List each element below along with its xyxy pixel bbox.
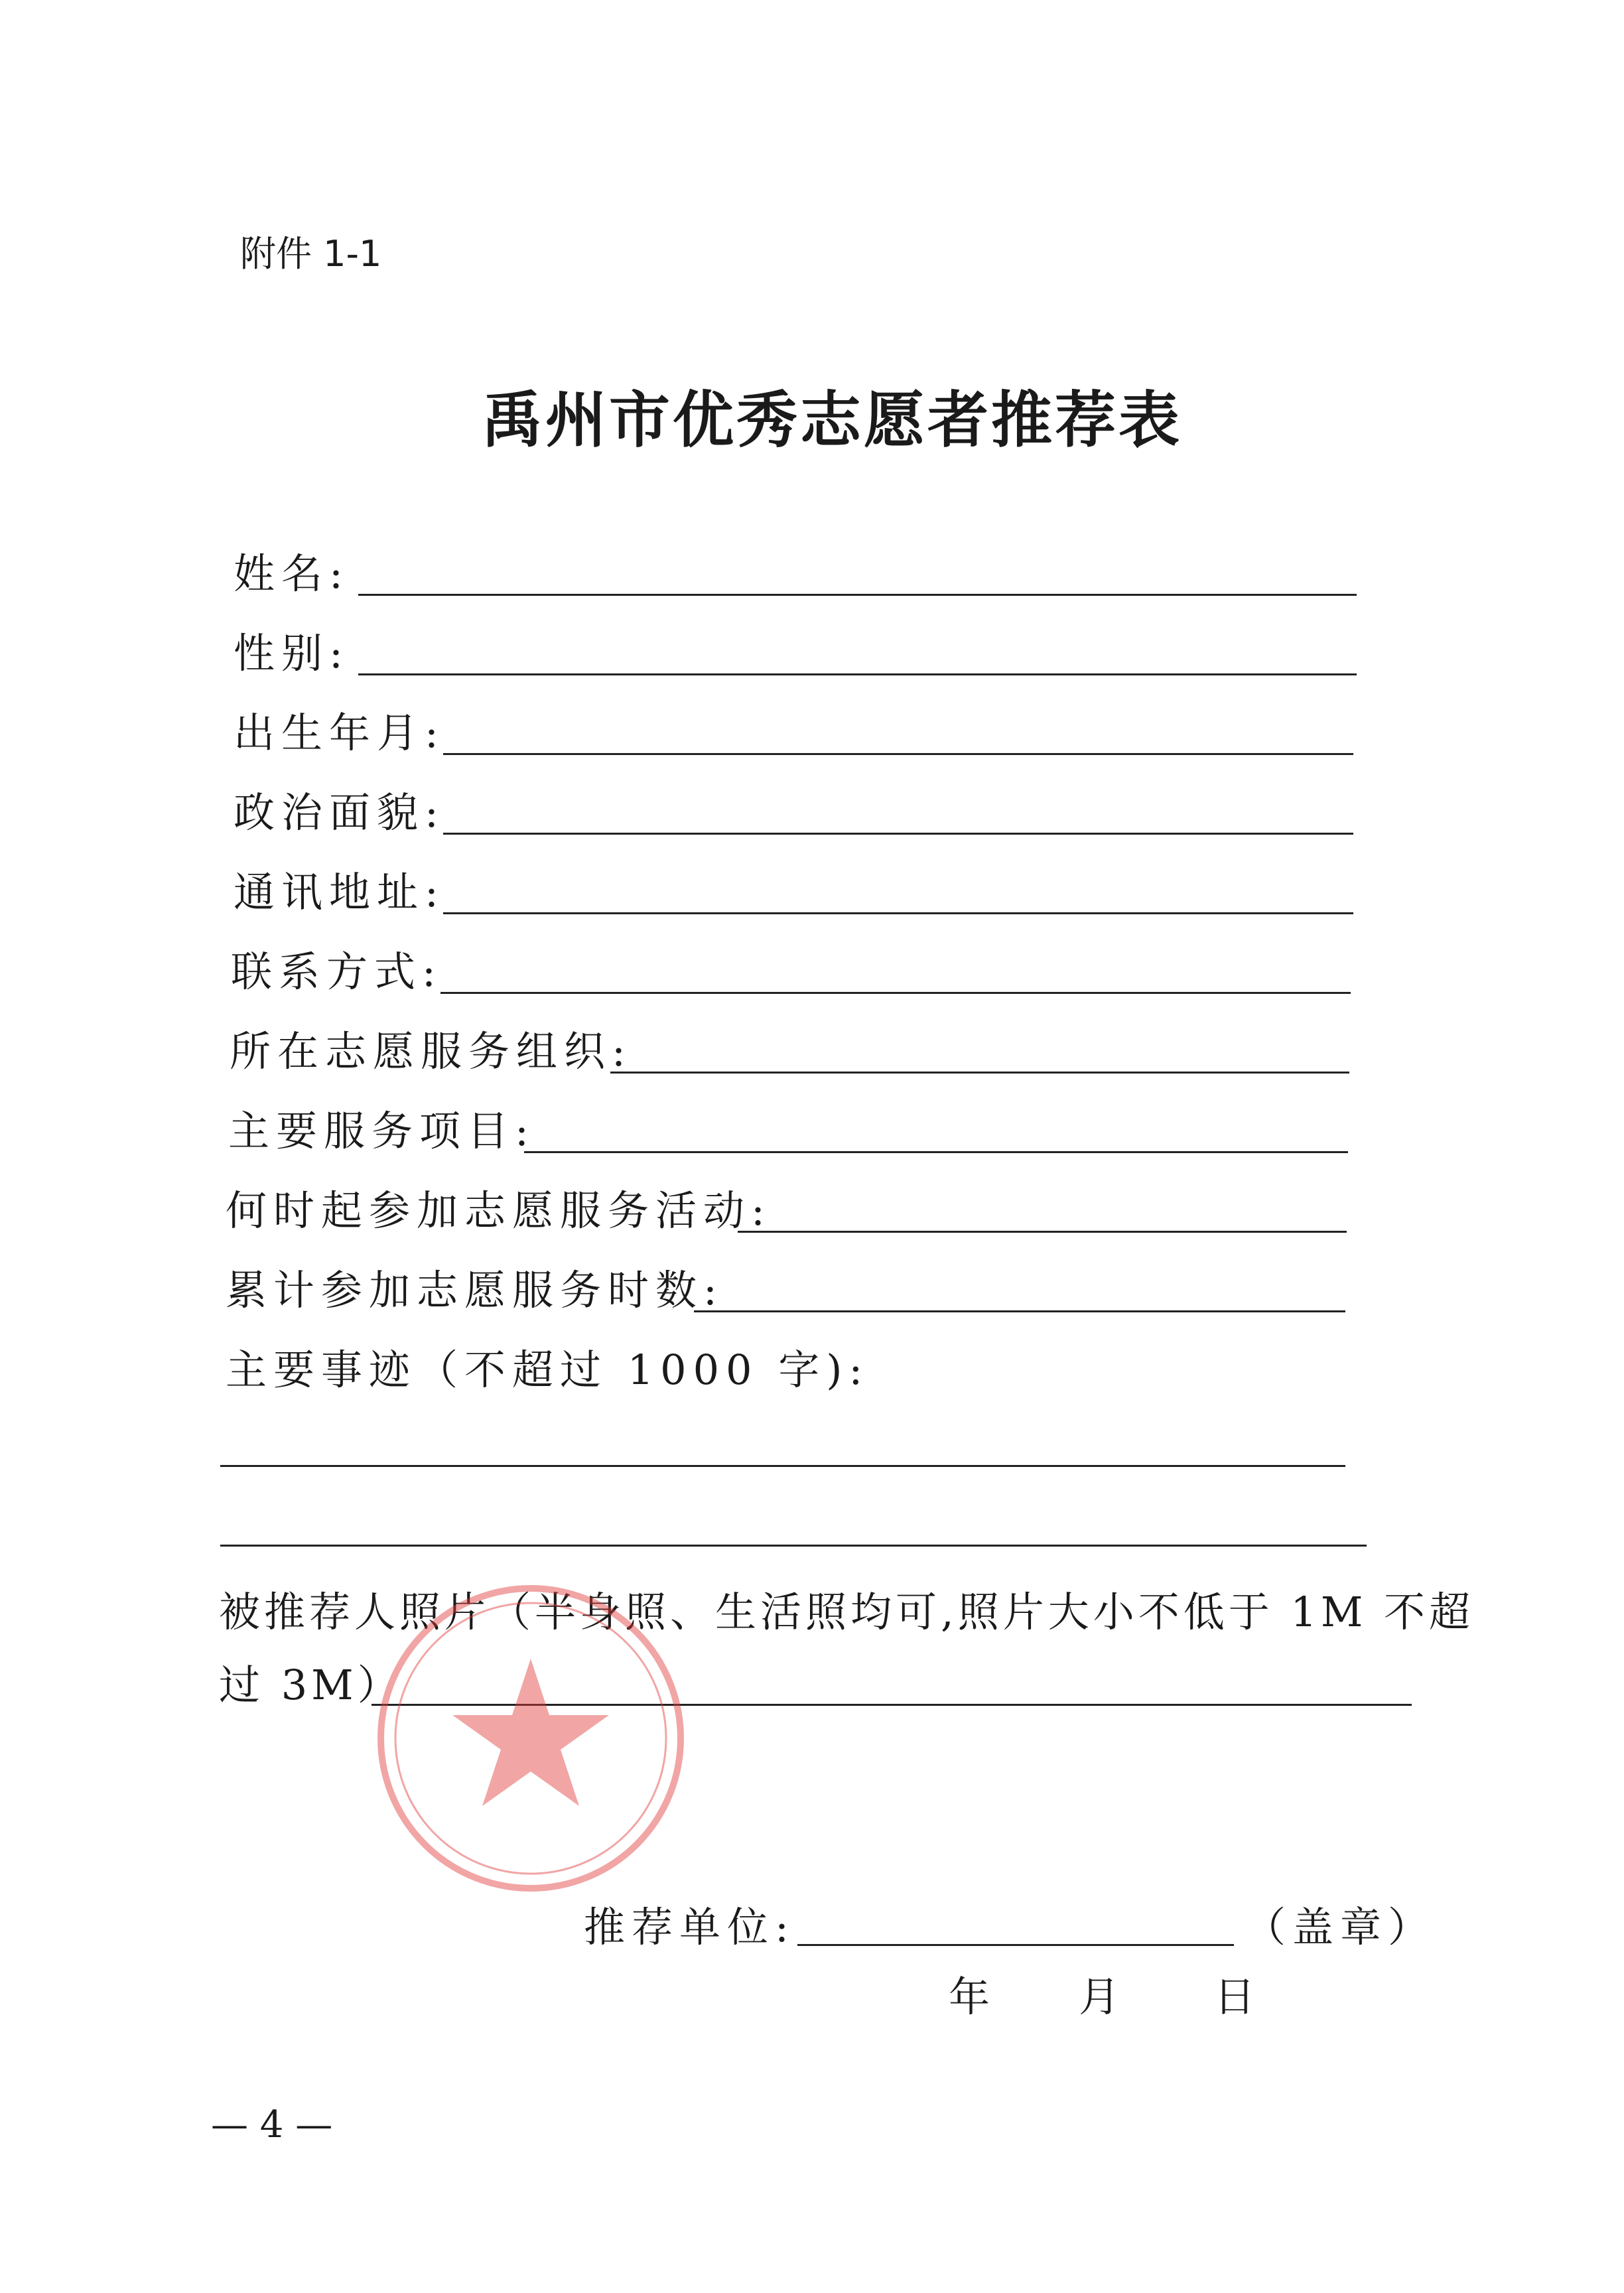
field-line-organization[interactable]	[610, 1072, 1349, 1074]
page-title: 禹州市优秀志愿者推荐表	[481, 384, 1182, 456]
field-label-political: 政治面貌:	[234, 788, 445, 837]
field-line-total-hours[interactable]	[694, 1310, 1345, 1312]
field-label-total-hours: 累计参加志愿服务时数:	[226, 1266, 724, 1314]
field-line-main-deeds-1[interactable]	[220, 1465, 1345, 1467]
official-seal-icon	[372, 1579, 690, 1898]
field-line-contact[interactable]	[440, 992, 1351, 994]
recommending-unit-label: 推荐单位:	[584, 1903, 795, 1951]
field-label-address: 通讯地址:	[234, 868, 445, 916]
field-label-contact: 联系方式:	[231, 947, 442, 996]
field-label-service-items: 主要服务项目:	[228, 1107, 535, 1155]
attachment-number: 附件 1-1	[240, 233, 382, 275]
field-line-political[interactable]	[443, 833, 1353, 835]
field-line-start-date[interactable]	[738, 1231, 1347, 1233]
field-label-organization: 所在志愿服务组织:	[230, 1027, 632, 1076]
field-label-start-date: 何时起参加志愿服务活动:	[226, 1186, 772, 1235]
field-line-main-deeds-2[interactable]	[220, 1545, 1367, 1547]
field-line-address[interactable]	[443, 912, 1353, 914]
field-label-main-deeds: 主要事迹（不超过 1000 字):	[226, 1346, 870, 1394]
field-line-birth[interactable]	[443, 753, 1353, 755]
field-label-name: 姓名:	[234, 549, 350, 598]
page-number: — 4 —	[211, 2103, 333, 2146]
date-year: 年	[949, 1973, 990, 2021]
date-day: 日	[1214, 1973, 1256, 2021]
date-month: 月	[1079, 1973, 1120, 2021]
field-label-birth: 出生年月:	[234, 709, 445, 757]
photo-requirement-line1: 被推荐人照片（半身照、生活照均可,照片大小不低于 1M 不超	[219, 1588, 1475, 1636]
field-line-service-items[interactable]	[524, 1151, 1348, 1153]
field-line-name[interactable]	[358, 594, 1357, 596]
field-line-gender[interactable]	[358, 673, 1357, 675]
photo-requirement-line2: 过 3M）	[219, 1661, 403, 1709]
seal-note: （盖章）	[1245, 1903, 1436, 1951]
field-line-recommending-unit[interactable]	[797, 1944, 1234, 1946]
field-label-gender: 性别:	[234, 629, 350, 677]
